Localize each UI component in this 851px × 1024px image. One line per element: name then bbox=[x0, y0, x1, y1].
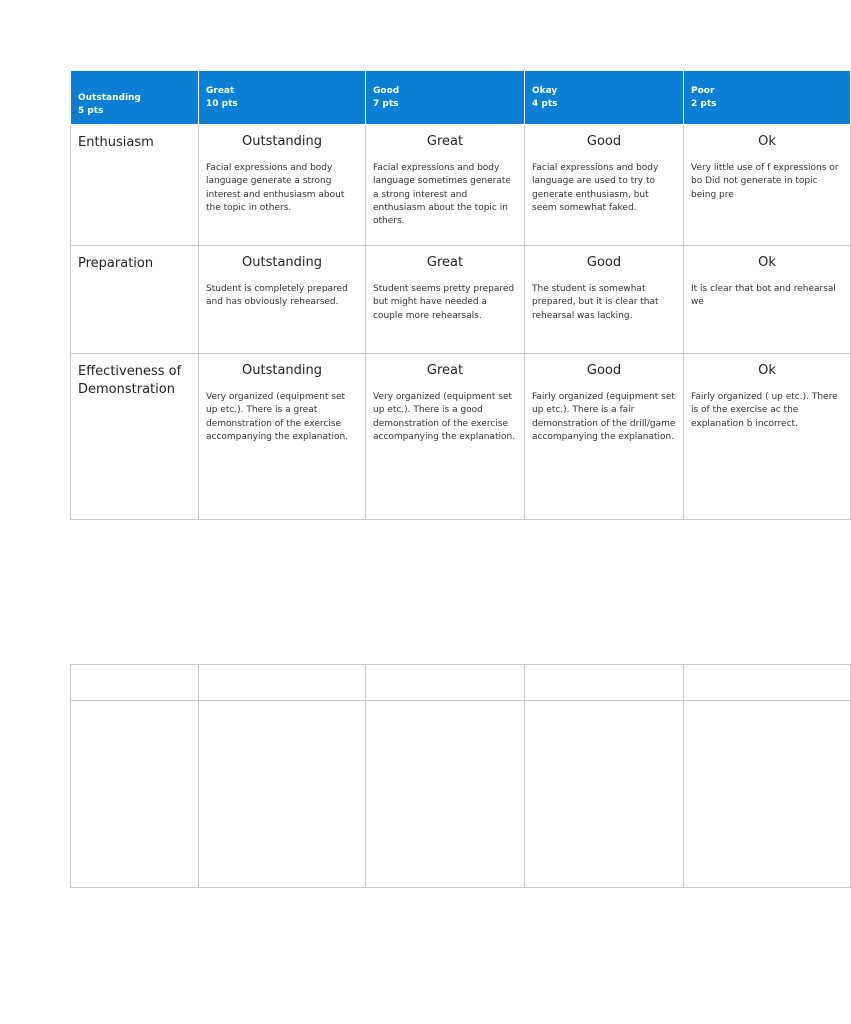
rubric-cell bbox=[199, 354, 366, 520]
header-points: 5 pts bbox=[78, 106, 104, 116]
empty-cell bbox=[366, 701, 525, 888]
rubric-cell bbox=[684, 246, 851, 354]
cell-rating: Ok bbox=[758, 134, 776, 149]
header-level: Good bbox=[373, 86, 400, 96]
header-great bbox=[199, 71, 366, 125]
cell-description: Student seems pretty prepared but might have needed a couple more rehearsals. bbox=[373, 284, 515, 321]
rubric-cell bbox=[199, 125, 366, 246]
header-points: 4 pts bbox=[532, 99, 558, 109]
cell-rating: Great bbox=[426, 134, 464, 149]
header-good bbox=[366, 71, 525, 125]
cell-description: Facial expressions and body language sometimes generate a strong interest and enthusiasm about the topic in others. bbox=[373, 163, 511, 227]
header-points: 7 pts bbox=[373, 99, 399, 109]
rubric-cell bbox=[366, 125, 525, 246]
rubric-cell bbox=[366, 246, 525, 354]
cell-description: The student is somewhat prepared, but it is clear that rehearsal was lacking. bbox=[532, 284, 659, 321]
empty-cell bbox=[71, 665, 199, 701]
rubric-row-effectiveness bbox=[71, 354, 851, 520]
rubric-cell bbox=[684, 125, 851, 246]
header-outstanding bbox=[71, 71, 199, 125]
cell-description: Very organized (equipment set up etc.). There is a great demonstration of the exercise accompanying the explanation. bbox=[206, 392, 349, 442]
criterion-label: Preparation bbox=[71, 246, 199, 354]
cell-rating: Great bbox=[426, 363, 464, 378]
cell-description: Facial expressions and body language are used to try to generate enthusiasm, but seem somewhat faked. bbox=[532, 163, 659, 213]
header-level: Okay bbox=[532, 86, 558, 96]
empty-cell bbox=[71, 701, 199, 888]
rubric-row-enthusiasm bbox=[71, 125, 851, 246]
header-level: Great bbox=[206, 86, 235, 96]
cell-description: Fairly organized (equipment set up etc.). There is a fair demonstration of the drill/game accompanying the explanation. bbox=[532, 392, 676, 442]
header-points: 10 pts bbox=[206, 99, 238, 109]
cell-rating: Good bbox=[586, 255, 622, 270]
header-points: 2 pts bbox=[691, 99, 717, 109]
header-okay bbox=[525, 71, 684, 125]
cell-rating: Good bbox=[586, 134, 622, 149]
empty-cell bbox=[525, 701, 684, 888]
criterion-label: Effectiveness of Demonstration bbox=[71, 354, 199, 520]
rubric-cell bbox=[525, 125, 684, 246]
cell-rating: Outstanding bbox=[242, 134, 322, 149]
empty-cell bbox=[366, 665, 525, 701]
rubric-header-row bbox=[71, 71, 851, 125]
empty-cell bbox=[684, 665, 851, 701]
rubric-table bbox=[70, 70, 851, 520]
empty-cell bbox=[525, 665, 684, 701]
rubric-cell bbox=[525, 246, 684, 354]
cell-rating: Ok bbox=[758, 255, 776, 270]
header-level: Outstanding bbox=[78, 93, 141, 103]
cell-description: Facial expressions and body language generate a strong interest and enthusiasm about the topic in others. bbox=[206, 163, 345, 213]
rubric-cell bbox=[684, 354, 851, 520]
empty-rubric-table bbox=[70, 664, 851, 888]
rubric-cell bbox=[199, 246, 366, 354]
rubric-cell bbox=[525, 354, 684, 520]
empty-cell bbox=[684, 701, 851, 888]
criterion-label: Enthusiasm bbox=[71, 125, 199, 246]
empty-header-row bbox=[71, 665, 851, 701]
cell-description: It is clear that bot and rehearsal we bbox=[691, 284, 836, 308]
rubric-row-preparation bbox=[71, 246, 851, 354]
header-poor bbox=[684, 71, 851, 125]
cell-rating: Outstanding bbox=[242, 255, 322, 270]
cell-description: Fairly organized ( up etc.). There is of the exercise ac the explanation b incorrect. bbox=[691, 392, 838, 429]
cell-description: Very little use of f expressions or bo Did not generate in topic being pre bbox=[691, 163, 839, 200]
cell-description: Student is completely prepared and has obviously rehearsed. bbox=[206, 284, 348, 308]
rubric-cell bbox=[366, 354, 525, 520]
cell-rating: Great bbox=[426, 255, 464, 270]
cell-rating: Ok bbox=[758, 363, 776, 378]
empty-cell bbox=[199, 665, 366, 701]
empty-body-row bbox=[71, 701, 851, 888]
cell-description: Very organized (equipment set up etc.). There is a good demonstration of the exercise accompanying the explanation. bbox=[373, 392, 516, 442]
header-level: Poor bbox=[691, 86, 715, 96]
cell-rating: Outstanding bbox=[242, 363, 322, 378]
cell-rating: Good bbox=[586, 363, 622, 378]
empty-cell bbox=[199, 701, 366, 888]
